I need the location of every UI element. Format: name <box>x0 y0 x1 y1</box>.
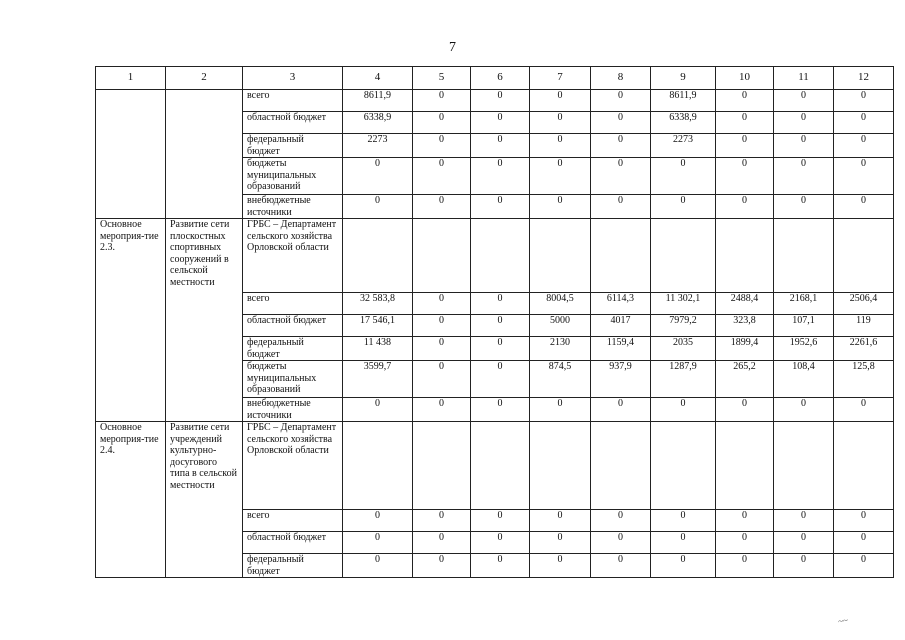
value-cell: 0 <box>774 398 834 422</box>
empty-cell <box>343 422 413 510</box>
value-cell: 1952,6 <box>774 337 834 361</box>
value-cell: 107,1 <box>774 315 834 337</box>
value-cell: 0 <box>530 112 591 134</box>
empty-cell <box>774 422 834 510</box>
value-cell: 0 <box>834 112 894 134</box>
value-cell: 2035 <box>651 337 716 361</box>
empty-cell <box>716 422 774 510</box>
funding-source-label: бюджеты муниципальных образований <box>243 361 343 398</box>
column-header: 10 <box>716 67 774 90</box>
empty-cell <box>716 219 774 293</box>
value-cell: 11 302,1 <box>651 293 716 315</box>
column-header: 6 <box>471 67 530 90</box>
column-header: 7 <box>530 67 591 90</box>
value-cell: 0 <box>471 158 530 195</box>
value-cell: 0 <box>834 134 894 158</box>
value-cell: 874,5 <box>530 361 591 398</box>
value-cell: 0 <box>651 532 716 554</box>
value-cell: 0 <box>530 532 591 554</box>
value-cell: 0 <box>591 90 651 112</box>
value-cell: 0 <box>834 398 894 422</box>
empty-cell <box>530 219 591 293</box>
page-number: 7 <box>449 40 456 55</box>
value-cell: 0 <box>591 134 651 158</box>
value-cell: 7979,2 <box>651 315 716 337</box>
value-cell: 119 <box>834 315 894 337</box>
empty-cell <box>471 422 530 510</box>
value-cell: 0 <box>834 532 894 554</box>
table-row <box>96 422 894 510</box>
value-cell: 0 <box>774 532 834 554</box>
value-cell: 2273 <box>651 134 716 158</box>
funding-source-label: всего <box>243 510 343 532</box>
value-cell: 0 <box>530 398 591 422</box>
column-header: 5 <box>413 67 471 90</box>
value-cell: 0 <box>774 510 834 532</box>
value-cell: 6338,9 <box>651 112 716 134</box>
value-cell: 0 <box>413 337 471 361</box>
value-cell: 0 <box>834 510 894 532</box>
value-cell: 0 <box>343 510 413 532</box>
value-cell: 1159,4 <box>591 337 651 361</box>
measure-title: Развитие сети учреждений культурно-досугового типа в сельской местности <box>166 422 243 578</box>
value-cell: 0 <box>413 361 471 398</box>
empty-cell <box>413 422 471 510</box>
value-cell: 0 <box>530 134 591 158</box>
value-cell: 0 <box>530 510 591 532</box>
value-cell: 0 <box>591 532 651 554</box>
empty-cell <box>651 219 716 293</box>
value-cell: 0 <box>716 134 774 158</box>
value-cell: 0 <box>716 90 774 112</box>
table-row <box>96 90 894 112</box>
value-cell: 265,2 <box>716 361 774 398</box>
value-cell: 0 <box>530 195 591 219</box>
stamp-mark: ~~ <box>837 615 849 627</box>
value-cell: 2261,6 <box>834 337 894 361</box>
column-header: 4 <box>343 67 413 90</box>
column-header: 2 <box>166 67 243 90</box>
column-header: 3 <box>243 67 343 90</box>
funding-source-label: внебюджетные источники <box>243 398 343 422</box>
value-cell: 0 <box>591 112 651 134</box>
value-cell: 17 546,1 <box>343 315 413 337</box>
value-cell: 0 <box>343 195 413 219</box>
value-cell: 0 <box>591 158 651 195</box>
value-cell: 0 <box>716 158 774 195</box>
value-cell: 0 <box>591 195 651 219</box>
value-cell: 0 <box>413 134 471 158</box>
value-cell: 0 <box>716 195 774 219</box>
value-cell: 323,8 <box>716 315 774 337</box>
measure-title: Развитие сети плоскостных спортивных сооружений в сельской местности <box>166 219 243 422</box>
column-header: 11 <box>774 67 834 90</box>
funding-source-label: внебюджетные источники <box>243 195 343 219</box>
value-cell: 8611,9 <box>343 90 413 112</box>
value-cell: 0 <box>774 134 834 158</box>
value-cell: 0 <box>413 510 471 532</box>
empty-cell <box>651 422 716 510</box>
value-cell: 0 <box>651 510 716 532</box>
value-cell: 0 <box>413 195 471 219</box>
value-cell: 1287,9 <box>651 361 716 398</box>
funding-source-label: бюджеты муниципальных образований <box>243 158 343 195</box>
value-cell: 0 <box>774 195 834 219</box>
value-cell: 3599,7 <box>343 361 413 398</box>
value-cell: 4017 <box>591 315 651 337</box>
value-cell: 0 <box>413 315 471 337</box>
measure-title <box>166 90 243 219</box>
value-cell: 0 <box>471 293 530 315</box>
value-cell: 1899,4 <box>716 337 774 361</box>
value-cell: 0 <box>834 195 894 219</box>
value-cell: 0 <box>471 361 530 398</box>
value-cell: 0 <box>651 158 716 195</box>
value-cell: 0 <box>716 112 774 134</box>
grbs-label: ГРБС – Департамент сельского хозяйства Орловской области <box>243 219 343 293</box>
funding-source-label: областной бюджет <box>243 315 343 337</box>
funding-source-label: всего <box>243 293 343 315</box>
funding-source-label: федеральный бюджет <box>243 554 343 578</box>
column-header: 9 <box>651 67 716 90</box>
value-cell: 0 <box>471 315 530 337</box>
value-cell: 0 <box>471 134 530 158</box>
value-cell: 0 <box>413 112 471 134</box>
empty-cell <box>530 422 591 510</box>
value-cell: 0 <box>530 158 591 195</box>
funding-source-label: федеральный бюджет <box>243 134 343 158</box>
empty-cell <box>343 219 413 293</box>
value-cell: 0 <box>413 293 471 315</box>
measure-code: Основное мероприя-тие 2.4. <box>96 422 166 578</box>
value-cell: 6114,3 <box>591 293 651 315</box>
value-cell: 0 <box>413 158 471 195</box>
empty-cell <box>591 219 651 293</box>
value-cell: 0 <box>716 554 774 578</box>
value-cell: 0 <box>471 337 530 361</box>
value-cell: 11 438 <box>343 337 413 361</box>
value-cell: 0 <box>413 532 471 554</box>
grbs-label: ГРБС – Департамент сельского хозяйства Орловской области <box>243 422 343 510</box>
empty-cell <box>834 219 894 293</box>
value-cell: 8611,9 <box>651 90 716 112</box>
value-cell: 0 <box>591 510 651 532</box>
value-cell: 0 <box>471 112 530 134</box>
value-cell: 0 <box>471 90 530 112</box>
value-cell: 0 <box>834 554 894 578</box>
table-row <box>96 219 894 293</box>
value-cell: 0 <box>834 158 894 195</box>
value-cell: 0 <box>716 532 774 554</box>
value-cell: 0 <box>651 398 716 422</box>
value-cell: 0 <box>471 195 530 219</box>
value-cell: 0 <box>651 554 716 578</box>
column-header: 8 <box>591 67 651 90</box>
header-row <box>96 67 894 90</box>
value-cell: 2273 <box>343 134 413 158</box>
column-header: 1 <box>96 67 166 90</box>
value-cell: 0 <box>413 554 471 578</box>
value-cell: 0 <box>530 90 591 112</box>
value-cell: 0 <box>413 398 471 422</box>
measure-code: Основное мероприя-тие 2.3. <box>96 219 166 422</box>
value-cell: 0 <box>343 554 413 578</box>
value-cell: 0 <box>834 90 894 112</box>
value-cell: 0 <box>774 158 834 195</box>
value-cell: 0 <box>716 510 774 532</box>
value-cell: 2130 <box>530 337 591 361</box>
value-cell: 0 <box>343 532 413 554</box>
value-cell: 108,4 <box>774 361 834 398</box>
value-cell: 0 <box>774 112 834 134</box>
value-cell: 125,8 <box>834 361 894 398</box>
value-cell: 0 <box>651 195 716 219</box>
column-header: 12 <box>834 67 894 90</box>
value-cell: 0 <box>774 554 834 578</box>
value-cell: 937,9 <box>591 361 651 398</box>
empty-cell <box>471 219 530 293</box>
empty-cell <box>834 422 894 510</box>
value-cell: 0 <box>343 398 413 422</box>
value-cell: 2506,4 <box>834 293 894 315</box>
value-cell: 6338,9 <box>343 112 413 134</box>
value-cell: 0 <box>774 90 834 112</box>
funding-source-label: федеральный бюджет <box>243 337 343 361</box>
value-cell: 0 <box>471 554 530 578</box>
funding-source-label: всего <box>243 90 343 112</box>
value-cell: 2168,1 <box>774 293 834 315</box>
value-cell: 0 <box>591 398 651 422</box>
measure-code <box>96 90 166 219</box>
value-cell: 0 <box>716 398 774 422</box>
funding-source-label: областной бюджет <box>243 532 343 554</box>
funding-source-label: областной бюджет <box>243 112 343 134</box>
value-cell: 0 <box>471 510 530 532</box>
value-cell: 0 <box>591 554 651 578</box>
budget-table <box>95 66 894 578</box>
value-cell: 0 <box>413 90 471 112</box>
empty-cell <box>774 219 834 293</box>
value-cell: 5000 <box>530 315 591 337</box>
empty-cell <box>413 219 471 293</box>
value-cell: 0 <box>471 398 530 422</box>
value-cell: 8004,5 <box>530 293 591 315</box>
value-cell: 0 <box>343 158 413 195</box>
value-cell: 0 <box>471 532 530 554</box>
value-cell: 32 583,8 <box>343 293 413 315</box>
value-cell: 0 <box>530 554 591 578</box>
value-cell: 2488,4 <box>716 293 774 315</box>
empty-cell <box>591 422 651 510</box>
